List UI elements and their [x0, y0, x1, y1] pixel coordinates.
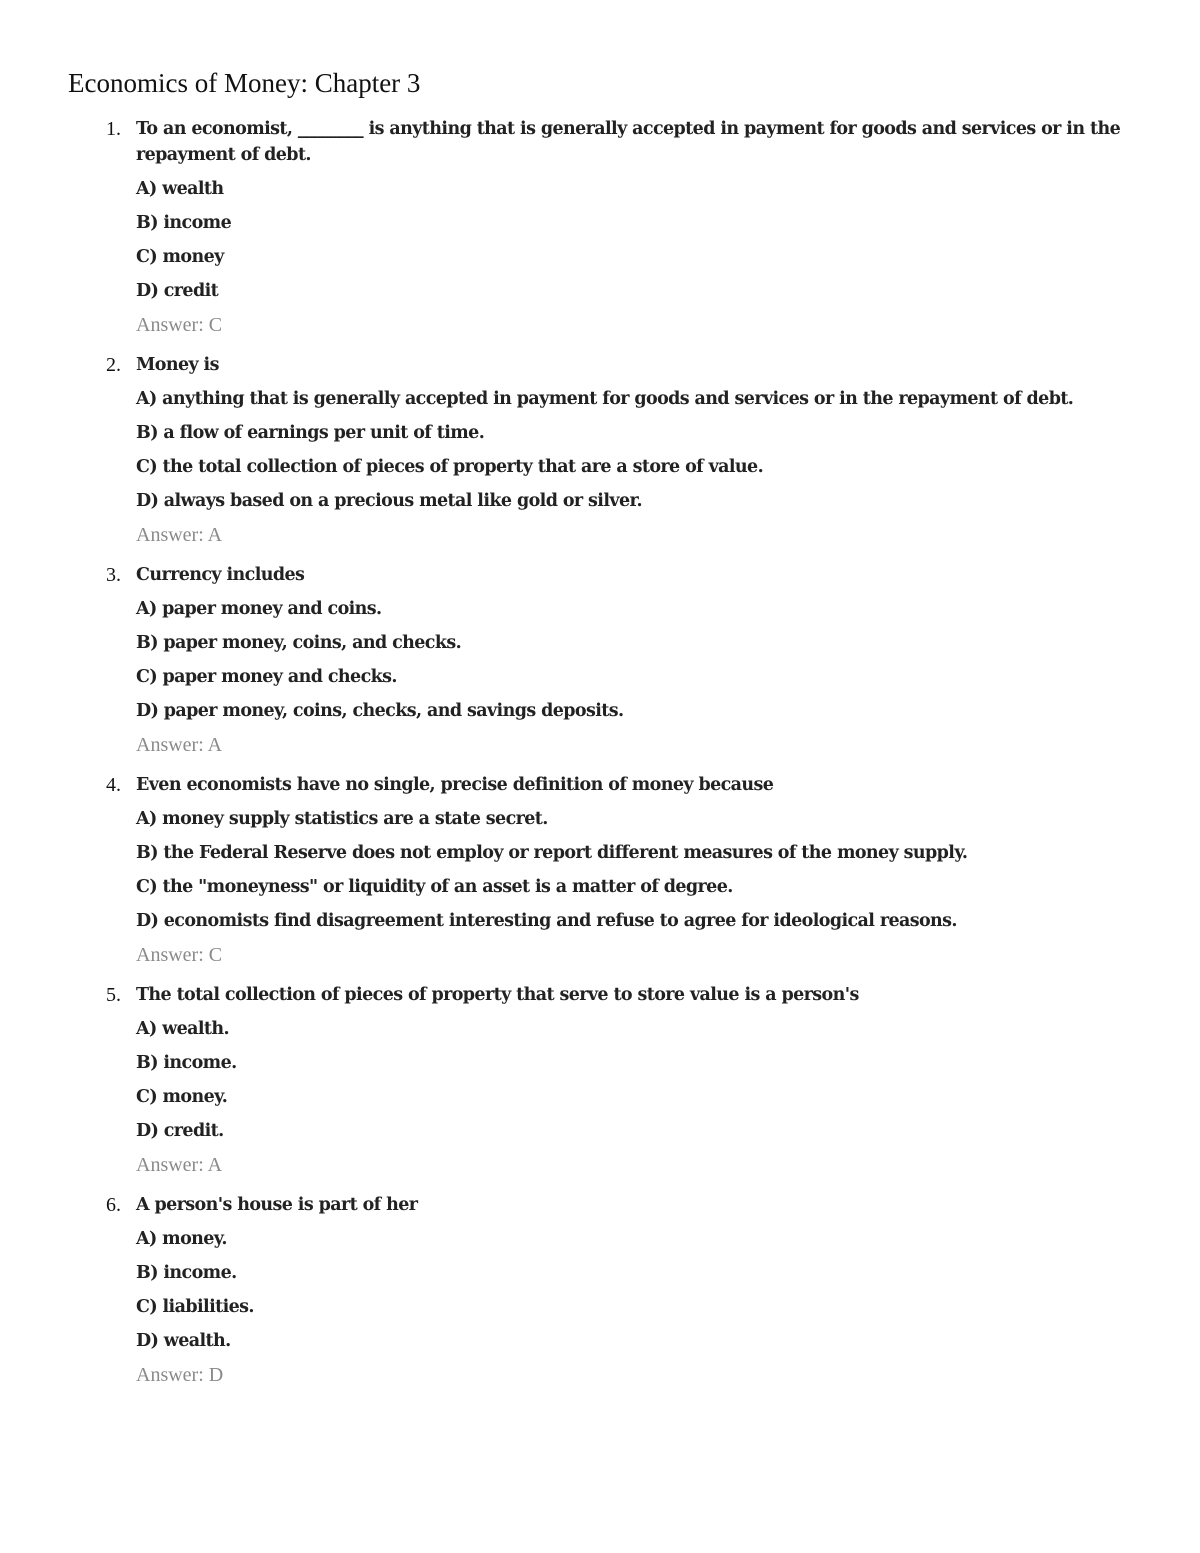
answer-option: D) always based on a precious metal like gold or silver. [136, 491, 642, 511]
question-number: 1. [106, 118, 121, 140]
answer-option: A) paper money and coins. [136, 599, 382, 619]
answer-option: B) the Federal Reserve does not employ or report different measures of the money supply. [136, 843, 968, 863]
answer-option: C) the "moneyness" or liquidity of an asset is a matter of degree. [136, 877, 733, 897]
question-item [68, 1192, 1148, 1388]
question-item [68, 352, 1148, 548]
answer-option: B) a flow of earnings per unit of time. [136, 423, 485, 443]
answer-option: A) anything that is generally accepted in payment for goods and services or in the repayment of debt. [136, 389, 1074, 409]
answer-key: Answer: C [136, 944, 223, 966]
question-number: 2. [106, 354, 121, 376]
answer-option: A) wealth [136, 179, 224, 199]
answer-option: C) liabilities. [136, 1297, 254, 1317]
answer-key: Answer: D [136, 1364, 224, 1386]
document-title: Economics of Money: Chapter 3 [68, 68, 421, 98]
question-number: 6. [106, 1194, 121, 1216]
question-number: 4. [106, 774, 121, 796]
answer-option: D) credit [136, 281, 219, 301]
question-item [68, 982, 1148, 1178]
answer-option: B) income. [136, 1053, 237, 1073]
answer-option: A) wealth. [136, 1019, 230, 1039]
question-item [68, 772, 1148, 968]
answer-key: Answer: A [136, 524, 223, 546]
question-stem: Money is [136, 355, 219, 375]
answer-option: C) paper money and checks. [136, 667, 397, 687]
question-stem: The total collection of pieces of property that serve to store value is a person's [136, 985, 859, 1005]
answer-option: B) income [136, 213, 232, 233]
answer-option: B) income. [136, 1263, 237, 1283]
answer-option: A) money supply statistics are a state secret. [136, 809, 548, 829]
answer-key: Answer: A [136, 734, 223, 756]
answer-option: C) the total collection of pieces of property that are a store of value. [136, 457, 764, 477]
answer-option: D) wealth. [136, 1331, 231, 1351]
question-list [68, 116, 1148, 1388]
question-stem: Currency includes [136, 565, 305, 585]
question-number: 3. [106, 564, 121, 586]
answer-option: B) paper money, coins, and checks. [136, 633, 462, 653]
answer-key: Answer: C [136, 314, 223, 336]
question-item [68, 116, 1148, 338]
question-stem: Even economists have no single, precise definition of money because [136, 775, 774, 795]
question-stem: A person's house is part of her [136, 1195, 418, 1215]
question-stem: To an economist, ________ is anything that is generally accepted in payment for goods and services or in the repayment of debt. [136, 119, 1121, 165]
answer-key: Answer: A [136, 1154, 223, 1176]
answer-option: A) money. [136, 1229, 227, 1249]
question-number: 5. [106, 984, 121, 1006]
answer-option: C) money [136, 247, 224, 267]
answer-option: D) credit. [136, 1121, 224, 1141]
answer-option: D) economists find disagreement interesting and refuse to agree for ideological reasons. [136, 911, 957, 931]
answer-option: C) money. [136, 1087, 228, 1107]
question-item [68, 562, 1148, 758]
answer-option: D) paper money, coins, checks, and savings deposits. [136, 701, 624, 721]
document-page [68, 64, 1148, 1402]
